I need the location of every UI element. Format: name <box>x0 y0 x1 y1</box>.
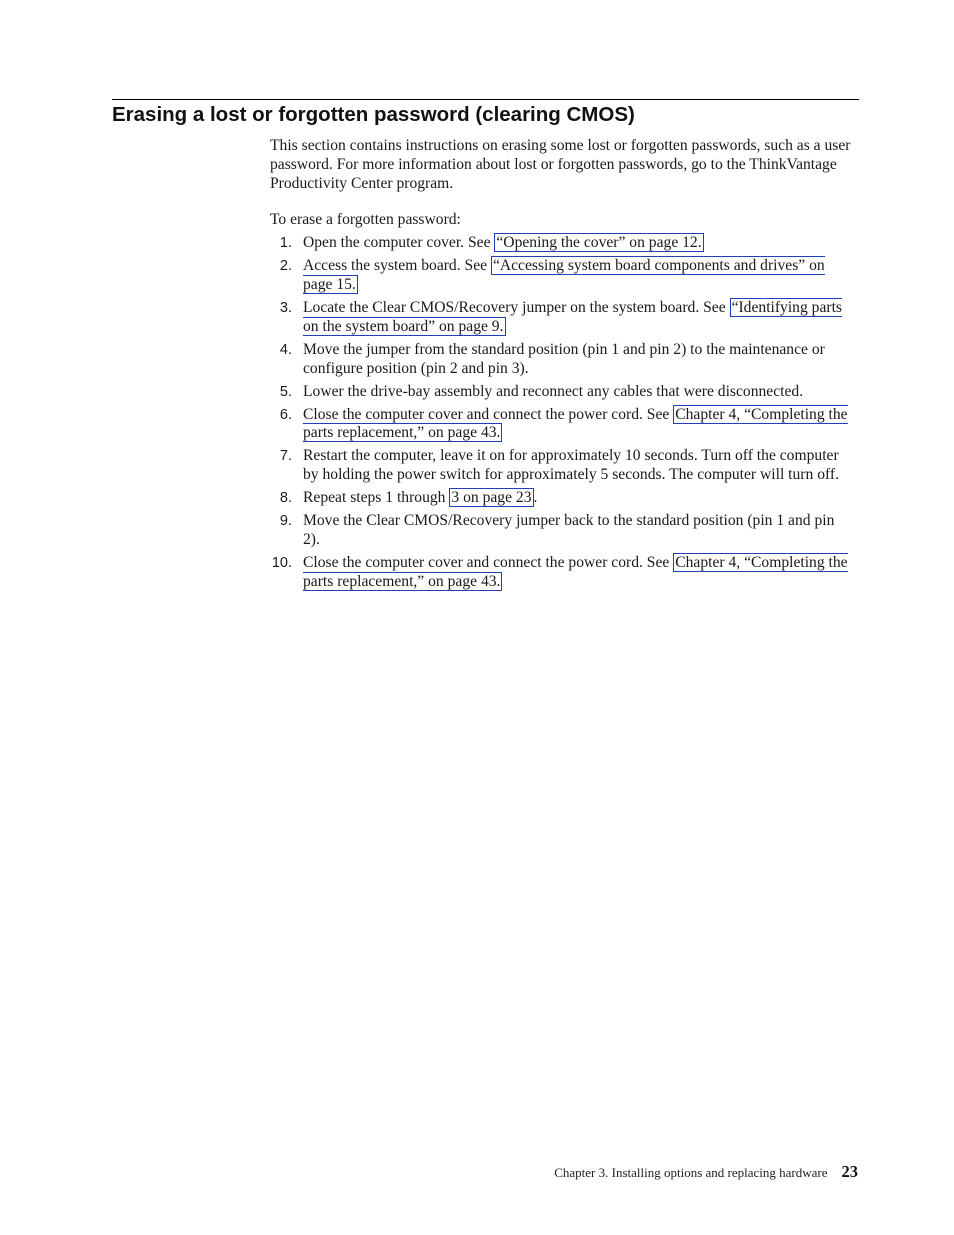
step-item <box>270 489 855 508</box>
step-text: Repeat steps 1 through <box>303 489 450 507</box>
step-text: . <box>533 489 538 507</box>
cross-reference-link[interactable]: 3 on page 23 <box>451 489 532 507</box>
step-number: 3. <box>279 299 292 316</box>
section-rule <box>112 99 859 100</box>
step-number: 1. <box>279 235 292 252</box>
cross-reference-link[interactable]: Chapter 4, “Completing the parts replacement,” on page 43. <box>303 553 848 590</box>
step-item <box>270 447 855 485</box>
step-item <box>270 341 855 379</box>
page-number: 23 <box>841 1162 858 1181</box>
procedure-steps <box>270 234 855 591</box>
step-item <box>270 299 855 337</box>
cross-reference-link[interactable]: “Accessing system board components and drives” on page 15. <box>303 257 825 293</box>
step-text: Access the system board. See <box>303 257 491 275</box>
step-number: 5. <box>279 383 292 400</box>
step-text: Close the computer cover and connect the power cord. See <box>303 405 674 423</box>
section-body <box>270 137 855 596</box>
intro-paragraph: This section contains instructions on erasing some lost or forgotten passwords, such as a user password. For more information about lost or forgotten passwords, go to the ThinkVantage Productivity Center program. <box>270 137 851 192</box>
step-number: 7. <box>279 448 292 465</box>
step-item <box>270 257 855 295</box>
step-item <box>270 512 855 550</box>
step-number: 4. <box>279 341 292 358</box>
step-number: 6. <box>279 406 292 423</box>
step-number: 9. <box>279 513 292 530</box>
step-text: Move the Clear CMOS/Recovery jumper back to the standard position (pin 1 and pin 2). <box>303 512 835 548</box>
step-number: 10. <box>271 554 292 571</box>
step-item <box>270 234 855 253</box>
step-text: Lower the drive-bay assembly and reconnect any cables that were disconnected. <box>303 382 804 400</box>
cross-reference-link[interactable]: Chapter 4, “Completing the parts replacement,” on page 43. <box>303 405 848 442</box>
step-text: Close the computer cover and connect the power cord. See <box>303 553 674 571</box>
cross-reference-link[interactable]: “Opening the cover” on page 12. <box>496 234 702 252</box>
procedure-lead: To erase a forgotten password: <box>270 211 461 229</box>
step-item <box>270 383 855 402</box>
step-number: 8. <box>279 490 292 507</box>
step-number: 2. <box>279 258 292 275</box>
footer-chapter-title: Chapter 3. Installing options and replacing hardware <box>554 1165 828 1180</box>
page-footer <box>554 1162 858 1182</box>
cross-reference-link[interactable]: “Identifying parts on the system board” on page 9. <box>303 298 842 335</box>
section-title: Erasing a lost or forgotten password (clearing CMOS) <box>112 103 635 126</box>
step-item <box>270 406 855 444</box>
step-text: Move the jumper from the standard position (pin 1 and pin 2) to the maintenance or configure position (pin 2 and pin 3). <box>303 340 825 377</box>
step-text: Locate the Clear CMOS/Recovery jumper on the system board. See <box>303 298 730 316</box>
step-text: Open the computer cover. See <box>303 234 495 252</box>
step-text: Restart the computer, leave it on for approximately 10 seconds. Turn off the computer by holding the power switch for approximately 5 seconds. The computer will turn off. <box>303 447 839 484</box>
step-item <box>270 554 855 592</box>
